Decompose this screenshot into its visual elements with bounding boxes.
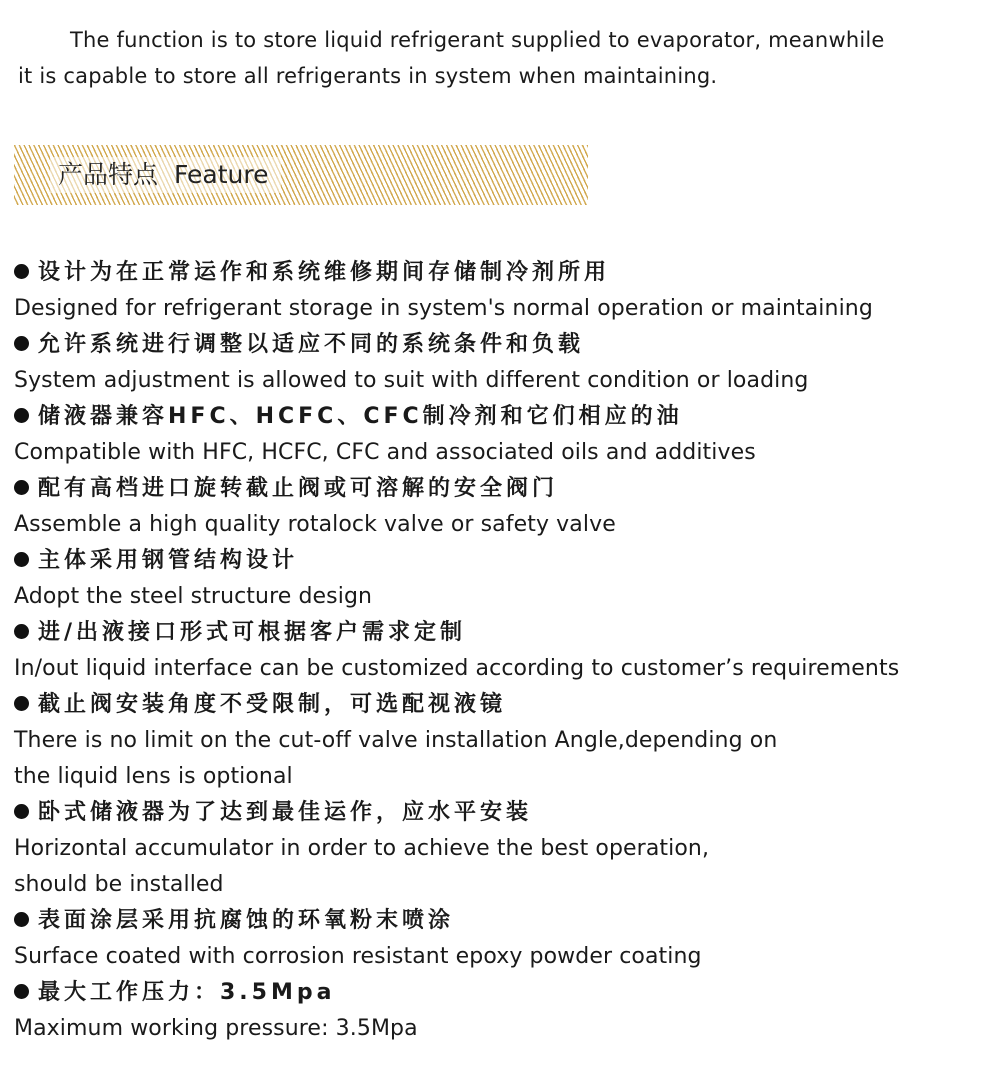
bullet-icon bbox=[14, 624, 29, 639]
feature-section-title bbox=[50, 157, 281, 193]
feature-text-zh: 储液器兼容HFC、HCFC、CFC制冷剂和它们相应的油 bbox=[38, 404, 683, 429]
feature-item bbox=[14, 543, 994, 615]
bullet-icon bbox=[14, 912, 29, 927]
feature-item bbox=[14, 903, 994, 975]
feature-text-zh: 截止阀安装角度不受限制，可选配视液镜 bbox=[38, 692, 507, 717]
feature-text-zh: 主体采用钢管结构设计 bbox=[38, 548, 299, 573]
intro-line-1: The function is to store liquid refrigerant supplied to evaporator, meanwhile bbox=[70, 28, 885, 52]
feature-item bbox=[14, 795, 994, 903]
feature-item bbox=[14, 327, 994, 399]
feature-text-zh: 设计为在正常运作和系统维修期间存储制冷剂所用 bbox=[38, 260, 611, 285]
feature-text-en: Horizontal accumulator in order to achieve the best operation, should be installed bbox=[14, 836, 710, 897]
bullet-icon bbox=[14, 264, 29, 279]
feature-text-zh: 配有高档进口旋转截止阀或可溶解的安全阀门 bbox=[38, 476, 559, 501]
bullet-icon bbox=[14, 804, 29, 819]
feature-text-en: System adjustment is allowed to suit with different condition or loading bbox=[14, 368, 809, 393]
feature-text-zh: 表面涂层采用抗腐蚀的环氧粉末喷涂 bbox=[38, 908, 455, 933]
feature-text-en: Assemble a high quality rotalock valve or safety valve bbox=[14, 512, 616, 537]
feature-section-banner bbox=[14, 145, 588, 205]
feature-item bbox=[14, 615, 994, 687]
feature-text-zh: 卧式储液器为了达到最佳运作，应水平安装 bbox=[38, 800, 533, 825]
feature-text-en: Designed for refrigerant storage in system's normal operation or maintaining bbox=[14, 296, 873, 321]
feature-text-en: Maximum working pressure: 3.5Mpa bbox=[14, 1016, 418, 1041]
feature-text-en: In/out liquid interface can be customized according to customer’s requirements bbox=[14, 656, 900, 681]
feature-text-en: Surface coated with corrosion resistant epoxy powder coating bbox=[14, 944, 702, 969]
feature-item bbox=[14, 471, 994, 543]
feature-text-zh: 允许系统进行调整以适应不同的系统条件和负载 bbox=[38, 332, 585, 357]
feature-text-en: Compatible with HFC, HCFC, CFC and associated oils and additives bbox=[14, 440, 756, 465]
feature-title-en: Feature bbox=[174, 160, 269, 189]
intro-paragraph bbox=[18, 22, 918, 94]
feature-item bbox=[14, 399, 994, 471]
feature-text-zh: 进/出液接口形式可根据客户需求定制 bbox=[38, 620, 467, 645]
feature-text-zh: 最大工作压力：3.5Mpa bbox=[38, 980, 336, 1005]
bullet-icon bbox=[14, 984, 29, 999]
bullet-icon bbox=[14, 696, 29, 711]
feature-item bbox=[14, 255, 994, 327]
bullet-icon bbox=[14, 408, 29, 423]
bullet-icon bbox=[14, 480, 29, 495]
feature-text-en: There is no limit on the cut-off valve installation Angle,depending on the liquid lens is optional bbox=[14, 728, 778, 789]
feature-text-en: Adopt the steel structure design bbox=[14, 584, 373, 609]
feature-item bbox=[14, 687, 994, 795]
feature-item bbox=[14, 975, 994, 1047]
feature-title-zh: 产品特点 bbox=[58, 160, 159, 189]
bullet-icon bbox=[14, 336, 29, 351]
intro-line-2: it is capable to store all refrigerants in system when maintaining. bbox=[18, 64, 718, 88]
bullet-icon bbox=[14, 552, 29, 567]
feature-list bbox=[14, 255, 994, 1047]
